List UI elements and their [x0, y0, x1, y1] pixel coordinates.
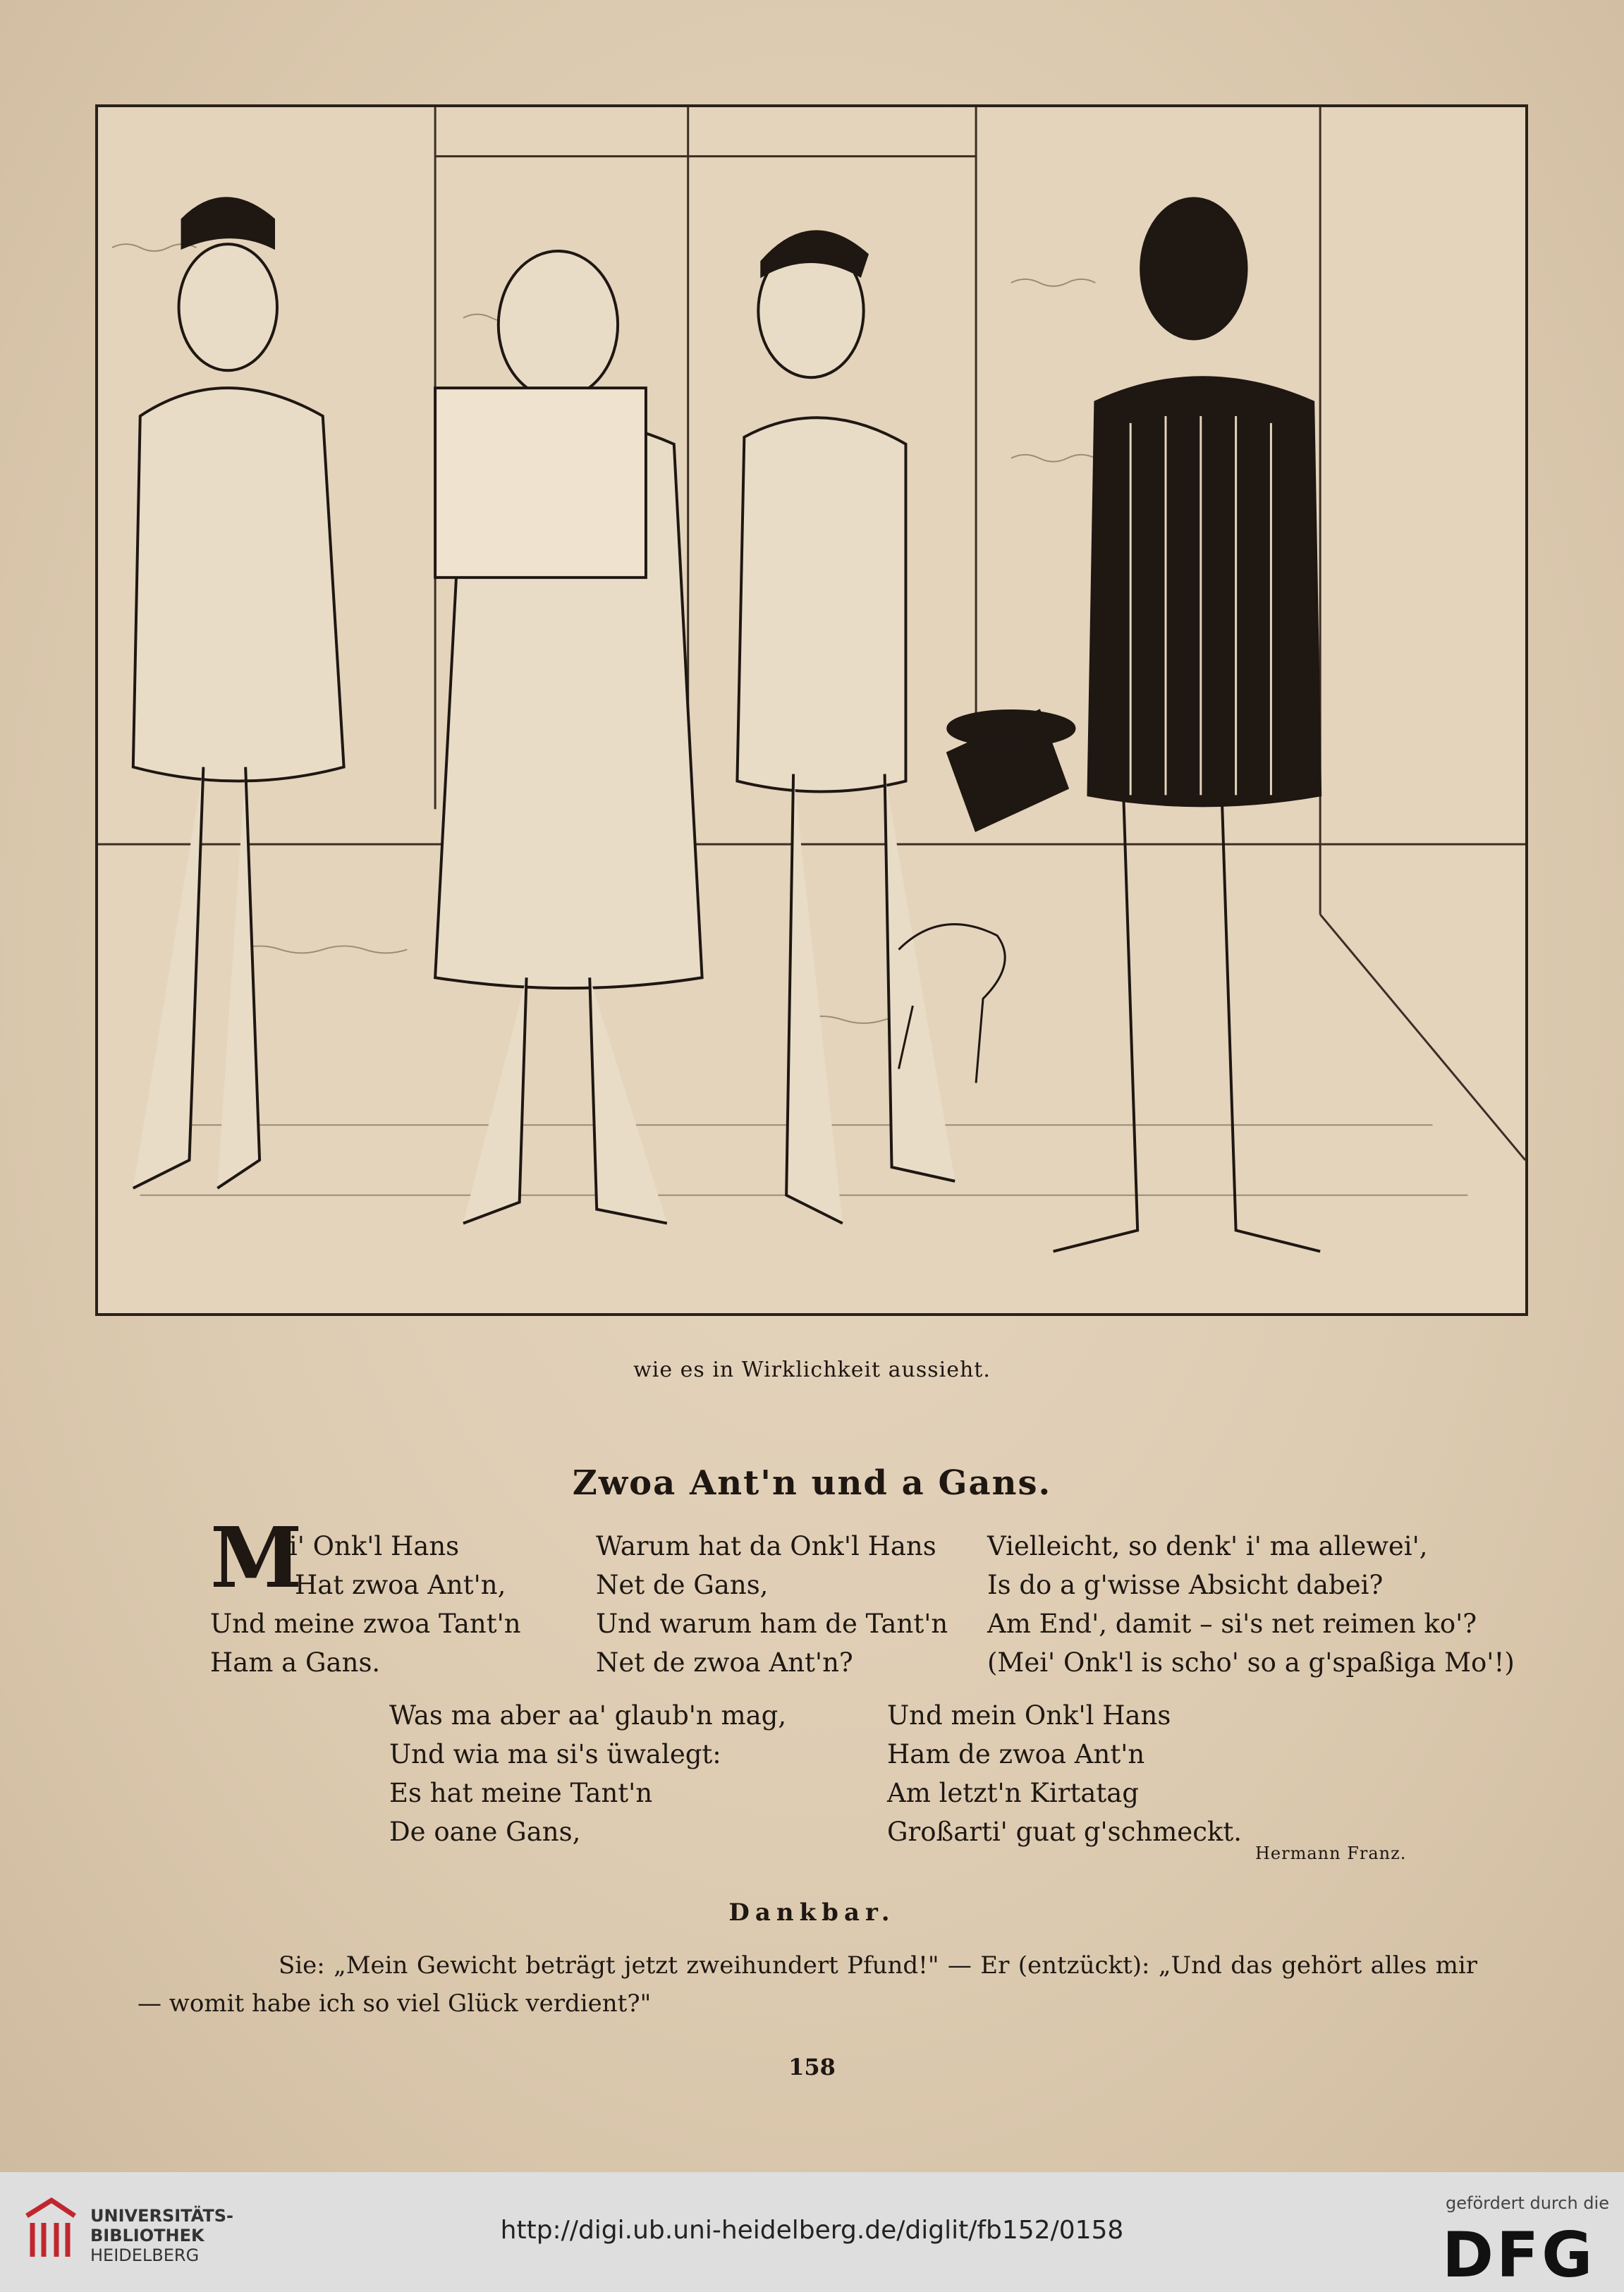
poem-line: Und meine zwoa Tant'n — [210, 1609, 521, 1639]
poem-stanza-5 — [887, 1696, 1242, 1851]
anecdote-title: Dankbar. — [728, 1898, 896, 1927]
library-name-line: HEIDELBERG — [90, 2245, 200, 2265]
poem-line: Und mein Onk'l Hans — [887, 1700, 1171, 1731]
library-name-line: BIBLIOTHEK — [90, 2226, 204, 2245]
permalink-url[interactable]: http://digi.ub.uni-heidelberg.de/diglit/fb152/0158 — [500, 2216, 1124, 2245]
poem-stanza-1 — [210, 1527, 521, 1682]
poem-line: Net de Gans, — [596, 1570, 769, 1600]
poem-line: Is do a g'wisse Absicht dabei? — [987, 1570, 1384, 1600]
page-number: 158 — [788, 2054, 836, 2080]
poem-line: Net de zwoa Ant'n? — [596, 1647, 853, 1678]
poem-line: Warum hat da Onk'l Hans — [596, 1531, 936, 1561]
poem-line: Es hat meine Tant'n — [389, 1778, 653, 1808]
poem-author: Hermann Franz. — [1255, 1843, 1407, 1863]
poem-line: ei' Onk'l Hans — [274, 1531, 460, 1561]
anecdote-paragraph: Sie: „Mein Gewicht beträgt jetzt zweihundert Pfund!" — Er (entzückt): „Und das gehört alles mir — womit habe ich so viel Glück verdient?" — [138, 1951, 1477, 2018]
anecdote-text — [138, 1946, 1477, 2023]
dfg-logo[interactable]: DFG — [1442, 2219, 1596, 2291]
poem-line: Am letzt'n Kirtatag — [887, 1778, 1139, 1808]
poem-stanza-4 — [389, 1696, 786, 1851]
poem-stanza-2 — [596, 1527, 948, 1682]
library-name-line: UNIVERSITÄTS- — [90, 2206, 234, 2226]
viewer-footer — [0, 2172, 1624, 2292]
poem-line: Ham de zwoa Ant'n — [887, 1739, 1145, 1769]
poem-line: Und warum ham de Tant'n — [596, 1609, 948, 1639]
poem-line: Am End', damit – si's net reimen ko'? — [987, 1609, 1477, 1639]
engraving-illustration — [95, 104, 1528, 1316]
poem-line: (Mei' Onk'l is scho' so a g'spaßiga Mo'!) — [987, 1647, 1515, 1678]
poem-stanza-3 — [987, 1527, 1515, 1682]
poem-line: Vielleicht, so denk' i' ma allewei', — [987, 1531, 1428, 1561]
poem-line: Und wia ma si's üwalegt: — [389, 1739, 721, 1769]
funder-label: gefördert durch die — [1446, 2193, 1609, 2213]
dropcap-letter: M — [210, 1508, 303, 1607]
illustration-drawing — [98, 107, 1525, 1313]
poem-title: Zwoa Ant'n und a Gans. — [572, 1463, 1052, 1503]
poem-line: Hat zwoa Ant'n, — [295, 1570, 506, 1600]
poem-line: Großarti' guat g'schmeckt. — [887, 1817, 1242, 1847]
poem-line: Ham a Gans. — [210, 1647, 381, 1678]
illustration-caption: wie es in Wirklichkeit aussieht. — [633, 1358, 991, 1382]
poem-line: Was ma aber aa' glaub'n mag, — [389, 1700, 787, 1731]
poem-line: De oane Gans, — [389, 1817, 581, 1847]
